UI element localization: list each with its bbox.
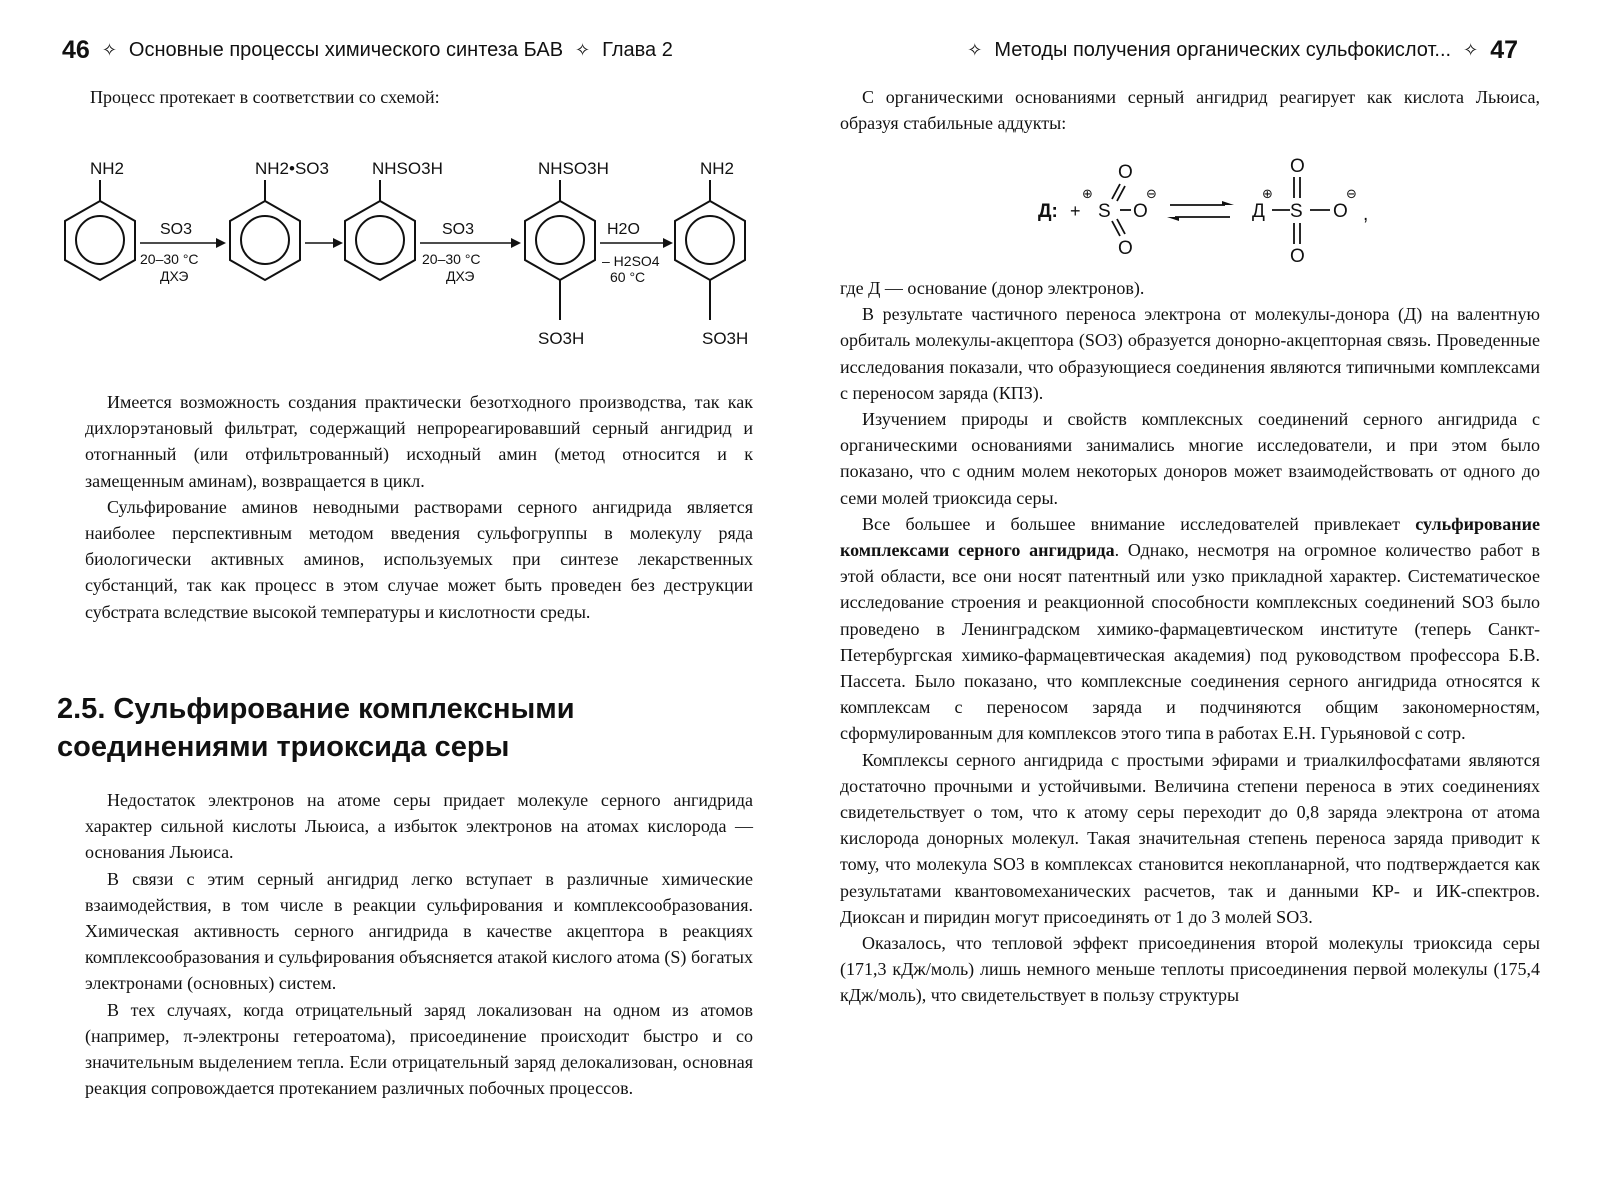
oxygen-atom: O [1118, 162, 1133, 183]
benzene-ring-para-sulfamic [525, 180, 595, 320]
paragraph: Изучением природы и свойств комплексных соединений серного ангидрида с органическими основаниями занимались многие исследователи, и при этом было показано, что с одним молем некоторых доноров может взаимодействовать от одного до семи молей триоксида серы. [840, 409, 1540, 508]
arrow1-temperature: 20–30 °C [140, 251, 199, 267]
arrow-head [216, 238, 226, 248]
negative-charge-icon: ⊖ [1146, 186, 1157, 201]
benzene-ring-sulfanilic [675, 180, 745, 320]
negative-charge-icon: ⊖ [1346, 186, 1357, 201]
paragraph: В результате частичного переноса электрона от молекулы-донора (Д) на валентную орбиталь молекулы-акцептора (SO3) образуется донорно-акцепторная связь. Проведенные исследования показали, что образующиеся соединения являются типичными комплексами с переносом заряда (КПЗ). [840, 304, 1540, 403]
label-sulfamic: NHSO3H [372, 159, 443, 178]
sulfur-atom: S [1290, 201, 1303, 222]
plus-sign: + [1070, 201, 1081, 221]
paragraph: В связи с этим серный ангидрид легко вступает в различные химические взаимодействия, в том числе в реакции сульфирования и комплексообразования. Химическая активность серного ангидрида в качестве акцептора в реакциях комплексообразования и сульфирования объясняется атакой кислого атома (S) богатых электронами (основных) систем. [85, 868, 753, 994]
oxygen-atom: O [1290, 246, 1305, 267]
paragraph: В тех случаях, когда отрицательный заряд локализован на одном из атомов (например, π-электроны гетероатома), присоединение происходит быстро и со значительным выделением тепла. Если отрицательный заряд делокализован, основная реакция сопровождается протеканием различных побочных процессов. [85, 999, 753, 1099]
page-number: 47 [1490, 35, 1518, 64]
right-body-text [840, 275, 1540, 1009]
diamond-ornament-icon: ✧ [575, 39, 591, 60]
paragraph: С органическими основаниями серный ангидрид реагирует как кислота Льюиса, образуя стабильные аддукты: [840, 87, 1540, 134]
adduct-equation [1020, 150, 1400, 270]
paragraph: Оказалось, что тепловой эффект присоединения второй молекулы триоксида серы (171,3 кДж/моль) лишь немного меньше теплоты присоединения первой молекулы (175,4 кДж/моль), что свидетельствует в пользу структуры [840, 933, 1540, 1006]
text-run: . Однако, несмотря на огромное количество работ в этой области, все они носят патентный или узко прикладной характер. Систематическое исследование строения и реакционной способности комплексных соединений SO3 было проведено в Ленинградском химико-фармацевтическом институте (теперь Санкт-Петербургская химико-фармацевтическая академия) под руководством профессора Б.В. Пассета. Было показано, что комплексные соединения серного ангидрида относятся к комплексам с переносом заряда и подчиняются общим закономерностям, сформулированным для комплексов этого типа в работах Е.Н. Гурьяновой с сотр. [840, 540, 1540, 744]
label-sulfanilic-bottom: SO3H [702, 329, 749, 348]
paragraph-with-bold [840, 511, 1540, 747]
book-title: Основные процессы химического синтеза БАВ [128, 38, 564, 61]
arrow1-solvent: ДХЭ [160, 268, 189, 284]
text-run: Все большее и большее внимание исследователей привлекает [862, 513, 1416, 534]
right-intro-text [840, 84, 1540, 136]
oxygen-atom: O [1133, 201, 1148, 222]
arrow-head [663, 238, 673, 248]
left-body-text-1 [85, 389, 753, 625]
donor-label: Д: [1038, 201, 1058, 222]
paragraph: Недостаток электронов на атоме серы придает молекуле серного ангидрида характер сильной кислоты Льюиса, а избыток электронов на атомах кислорода — основания Льюиса. [85, 790, 753, 863]
arrow-head [333, 238, 343, 248]
trailing-comma: , [1363, 204, 1369, 225]
running-head-right [955, 30, 1518, 70]
diamond-ornament-icon: ✧ [101, 39, 117, 60]
label-aniline-nh2: NH2 [90, 159, 125, 178]
arrow3-reagent: SO3 [442, 221, 475, 238]
benzene-ring-sulfamic [345, 180, 415, 280]
benzene-ring-aniline [65, 180, 135, 280]
label-sulfanilic-top: NH2 [700, 159, 735, 178]
oxygen-atom: O [1333, 201, 1348, 222]
bold-term: сульфирование комплексами серного ангидрида [840, 513, 1540, 561]
running-title: Методы получения органических сульфокислот... [994, 38, 1452, 61]
section-heading: 2.5. Сульфирование комплексными соединениями триоксида серы [57, 693, 575, 763]
paragraph: Сульфирование аминов неводными растворами серного ангидрида является наиболее перспективным методом введения сульфогруппы в молекулу ряда биологически активных аминов, используемых при синтезе лекарственных субстанций, так как процесс в этом случае может быть проведен без деструкции субстрата вследствие высокой температуры и кислотности среды. [85, 496, 753, 622]
sulfur-atom: S [1098, 201, 1111, 222]
benzene-ring-complex [230, 180, 300, 280]
arrow1-reagent: SO3 [160, 221, 193, 238]
oxygen-atom: O [1118, 238, 1133, 259]
arrow4-reagent: H2O [607, 221, 640, 238]
arrow4-temperature: 60 °C [610, 269, 646, 285]
label-para-sulfamic-bottom: SO3H [538, 329, 585, 348]
label-complex: NH2•SO3 [255, 159, 329, 178]
reaction-scheme [50, 148, 770, 363]
label-para-sulfamic-top: NHSO3H [538, 159, 609, 178]
arrow3-solvent: ДХЭ [446, 268, 475, 284]
left-body-text-2 [85, 787, 753, 1101]
intro-text [90, 84, 750, 110]
chapter-label: Глава 2 [602, 38, 673, 61]
arrow4-byproduct: – H2SO4 [602, 253, 660, 269]
arrow3-temperature: 20–30 °C [422, 251, 481, 267]
running-head-left [62, 30, 673, 70]
diamond-ornament-icon: ✧ [967, 39, 983, 60]
arrow-head [511, 238, 521, 248]
page-number: 46 [62, 35, 90, 64]
paragraph: Имеется возможность создания практически безотходного производства, так как дихлорэтановый фильтрат, содержащий непрореагировавший серный ангидрид и отогнанный (или отфильтрованный) исходный амин (метод относится и к замещенным аминам), возвращается в цикл. [85, 392, 753, 491]
product-donor-label: Д [1252, 201, 1265, 222]
positive-charge-icon: ⊕ [1082, 186, 1093, 201]
where-line: где Д — основание (донор электронов). [840, 278, 1145, 298]
paragraph: Процесс протекает в соответствии со схемой: [90, 87, 440, 107]
oxygen-atom: O [1290, 156, 1305, 177]
paragraph: Комплексы серного ангидрида с простыми эфирами и триалкилфосфатами являются достаточно прочными и устойчивыми. Величина степени переноса в этих соединениях свидетельствует о том, что к атому серы переходит до 0,8 заряда электрона от атома кислорода донорных молекул. Такая значительная степень переноса заряда приводит к тому, что молекула SO3 в комплексах становится некопланарной, что подтверждается как результатами квантовомеханических расчетов, так и данными КР- и ИК-спектров. Диоксан и пиридин могут присоединять от 1 до 3 молей SO3. [840, 749, 1540, 927]
positive-charge-icon: ⊕ [1262, 186, 1273, 201]
diamond-ornament-icon: ✧ [1463, 39, 1479, 60]
